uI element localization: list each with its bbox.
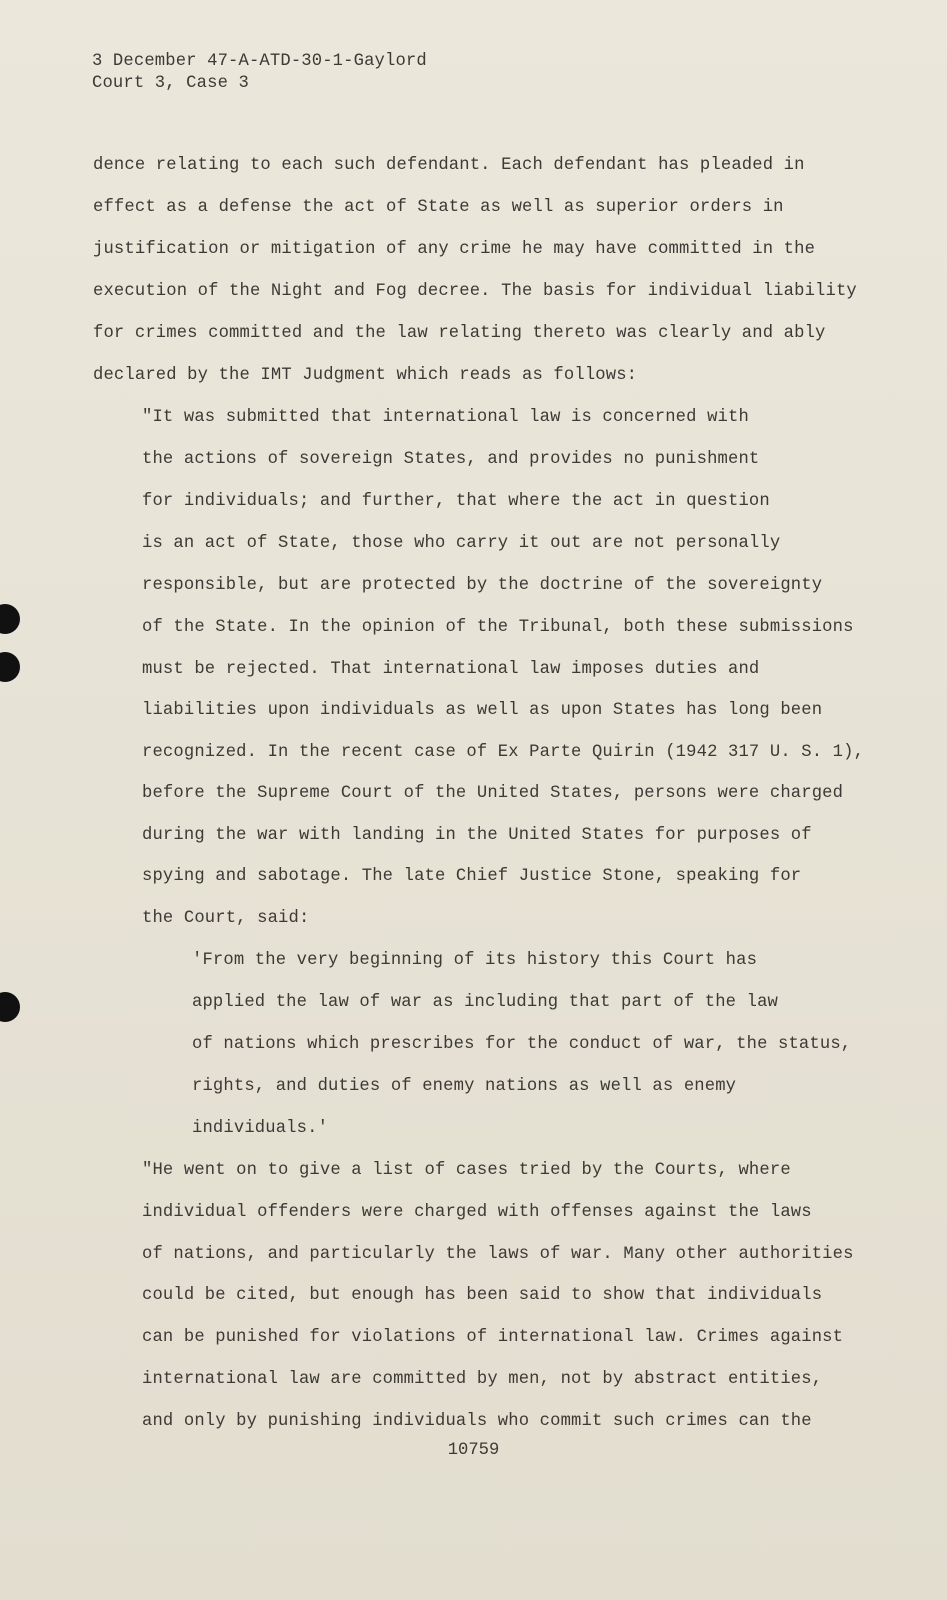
quote-line: liabilities upon individuals as well as upon States has long been xyxy=(142,701,823,720)
nested-quote-line: applied the law of war as including that part of the law xyxy=(192,993,778,1012)
quote-line: of the State. In the opinion of the Tribunal, both these submissions xyxy=(142,618,854,637)
punch-hole xyxy=(0,604,20,634)
paragraph-line: effect as a defense the act of State as well as superior orders in xyxy=(93,198,784,217)
header-line-1: 3 December 47-A-ATD-30-1-Gaylord xyxy=(92,52,427,71)
quote-line: responsible, but are protected by the doctrine of the sovereignty xyxy=(142,576,823,595)
quote-line: is an act of State, those who carry it out are not personally xyxy=(142,534,781,553)
paragraph-line: execution of the Night and Fog decree. The basis for individual liability xyxy=(93,282,857,301)
paragraph-line: dence relating to each such defendant. Each defendant has pleaded in xyxy=(93,156,805,175)
nested-quote-line: individuals.' xyxy=(192,1119,329,1138)
quote-line: "He went on to give a list of cases tried by the Courts, where xyxy=(142,1161,791,1180)
quote-line: for individuals; and further, that where the act in question xyxy=(142,492,770,511)
paragraph-line: declared by the IMT Judgment which reads as follows: xyxy=(93,366,638,385)
paragraph-line: justification or mitigation of any crime he may have committed in the xyxy=(93,240,816,259)
punch-hole xyxy=(0,992,20,1022)
quote-line: could be cited, but enough has been said to show that individuals xyxy=(142,1286,823,1305)
quote-line: before the Supreme Court of the United States, persons were charged xyxy=(142,784,844,803)
quote-line: international law are committed by men, not by abstract entities, xyxy=(142,1370,823,1389)
nested-quote-line: rights, and duties of enemy nations as well as enemy xyxy=(192,1077,737,1096)
quote-line: the Court, said: xyxy=(142,909,310,928)
quote-line: individual offenders were charged with offenses against the laws xyxy=(142,1203,812,1222)
quote-line: "It was submitted that international law is concerned with xyxy=(142,408,749,427)
punch-hole xyxy=(0,652,20,682)
nested-quote-line: 'From the very beginning of its history this Court has xyxy=(192,951,758,970)
quote-line: the actions of sovereign States, and provides no punishment xyxy=(142,450,760,469)
nested-quote-line: of nations which prescribes for the conduct of war, the status, xyxy=(192,1035,852,1054)
quote-line: of nations, and particularly the laws of war. Many other authorities xyxy=(142,1245,854,1264)
quote-line: can be punished for violations of international law. Crimes against xyxy=(142,1328,844,1347)
page-number: 10759 xyxy=(447,1441,500,1460)
quote-line: during the war with landing in the United States for purposes of xyxy=(142,826,812,845)
paragraph-line: for crimes committed and the law relating thereto was clearly and ably xyxy=(93,324,826,343)
quote-line: recognized. In the recent case of Ex Parte Quirin (1942 317 U. S. 1), xyxy=(142,743,865,762)
header-line-2: Court 3, Case 3 xyxy=(92,74,249,93)
quote-line: and only by punishing individuals who commit such crimes can the xyxy=(142,1412,812,1431)
quote-line: spying and sabotage. The late Chief Justice Stone, speaking for xyxy=(142,867,802,886)
quote-line: must be rejected. That international law imposes duties and xyxy=(142,660,760,679)
